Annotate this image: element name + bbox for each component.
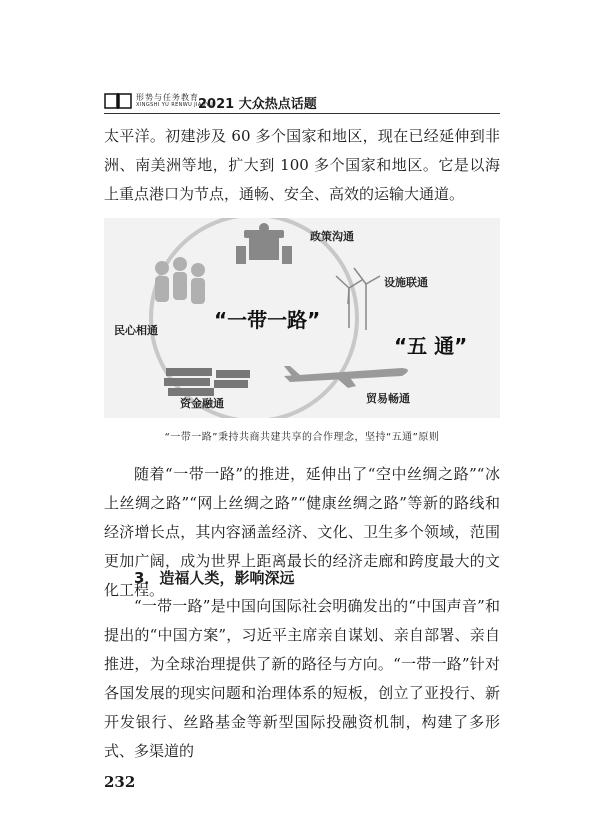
header-rule [104,113,500,114]
label-people: 民心相通 [114,324,158,337]
paragraph-1: 太平洋。初建涉及 60 多个国家和地区，现在已经延伸到非洲、南美洲等地，扩大到 100 多个国家和地区。它是以海上重点港口为节点，通畅、安全、高效的运输大通道。 [104,127,500,203]
five-links-figure [104,218,500,418]
money-stack-icon [164,368,250,396]
paragraph-2: 随着“一带一路”的推进，延伸出了“空中丝绸之路”“冰上丝绸之路”“网上丝绸之路”“健康丝绸之路”等新的路线和经济增长点，其内容涵盖经济、文化、卫生多个领域，范围更加广阔，成为世界上距离最长的经济走廊和跨度最大的文化工程。 [104,465,500,599]
label-trade: 贸易畅通 [366,392,410,405]
label-finance: 资金融通 [180,397,224,410]
section-heading: 3．造福人类，影响深远 [134,569,295,587]
building-icon [236,223,292,264]
center-title: “一带一路” [214,308,321,332]
page-number: 232 [104,773,136,791]
book-icon [104,92,132,110]
book-title: 2021 大众热点话题 [198,97,317,112]
paragraph-3: “一带一路”是中国向国际社会明确发出的“中国声音”和提出的“中国方案”，习近平主席亲自谋划、亲自部署、亲自推进，为全球治理提供了新的路径与方向。“一带一路”针对各国发展的现实问题和治理体系的短板，创立了亚投行、新开发银行、丝路基金等新型国际投融资机制，构建了多形式、多渠道的 [104,597,500,760]
people-icon [155,257,205,304]
series-name-cn: 形势与任务教育 [136,93,199,102]
airplane-icon [284,366,408,388]
label-facility: 设施联通 [384,276,428,289]
series-name-en: XINGSHI YU RENWU JIAOYU [136,102,214,108]
figure-caption: “一带一路”秉持共商共建共享的合作理念，坚持“五通”原则 [164,432,440,443]
five-links-title: “五 通” [394,334,468,358]
label-policy: 政策沟通 [310,230,354,243]
